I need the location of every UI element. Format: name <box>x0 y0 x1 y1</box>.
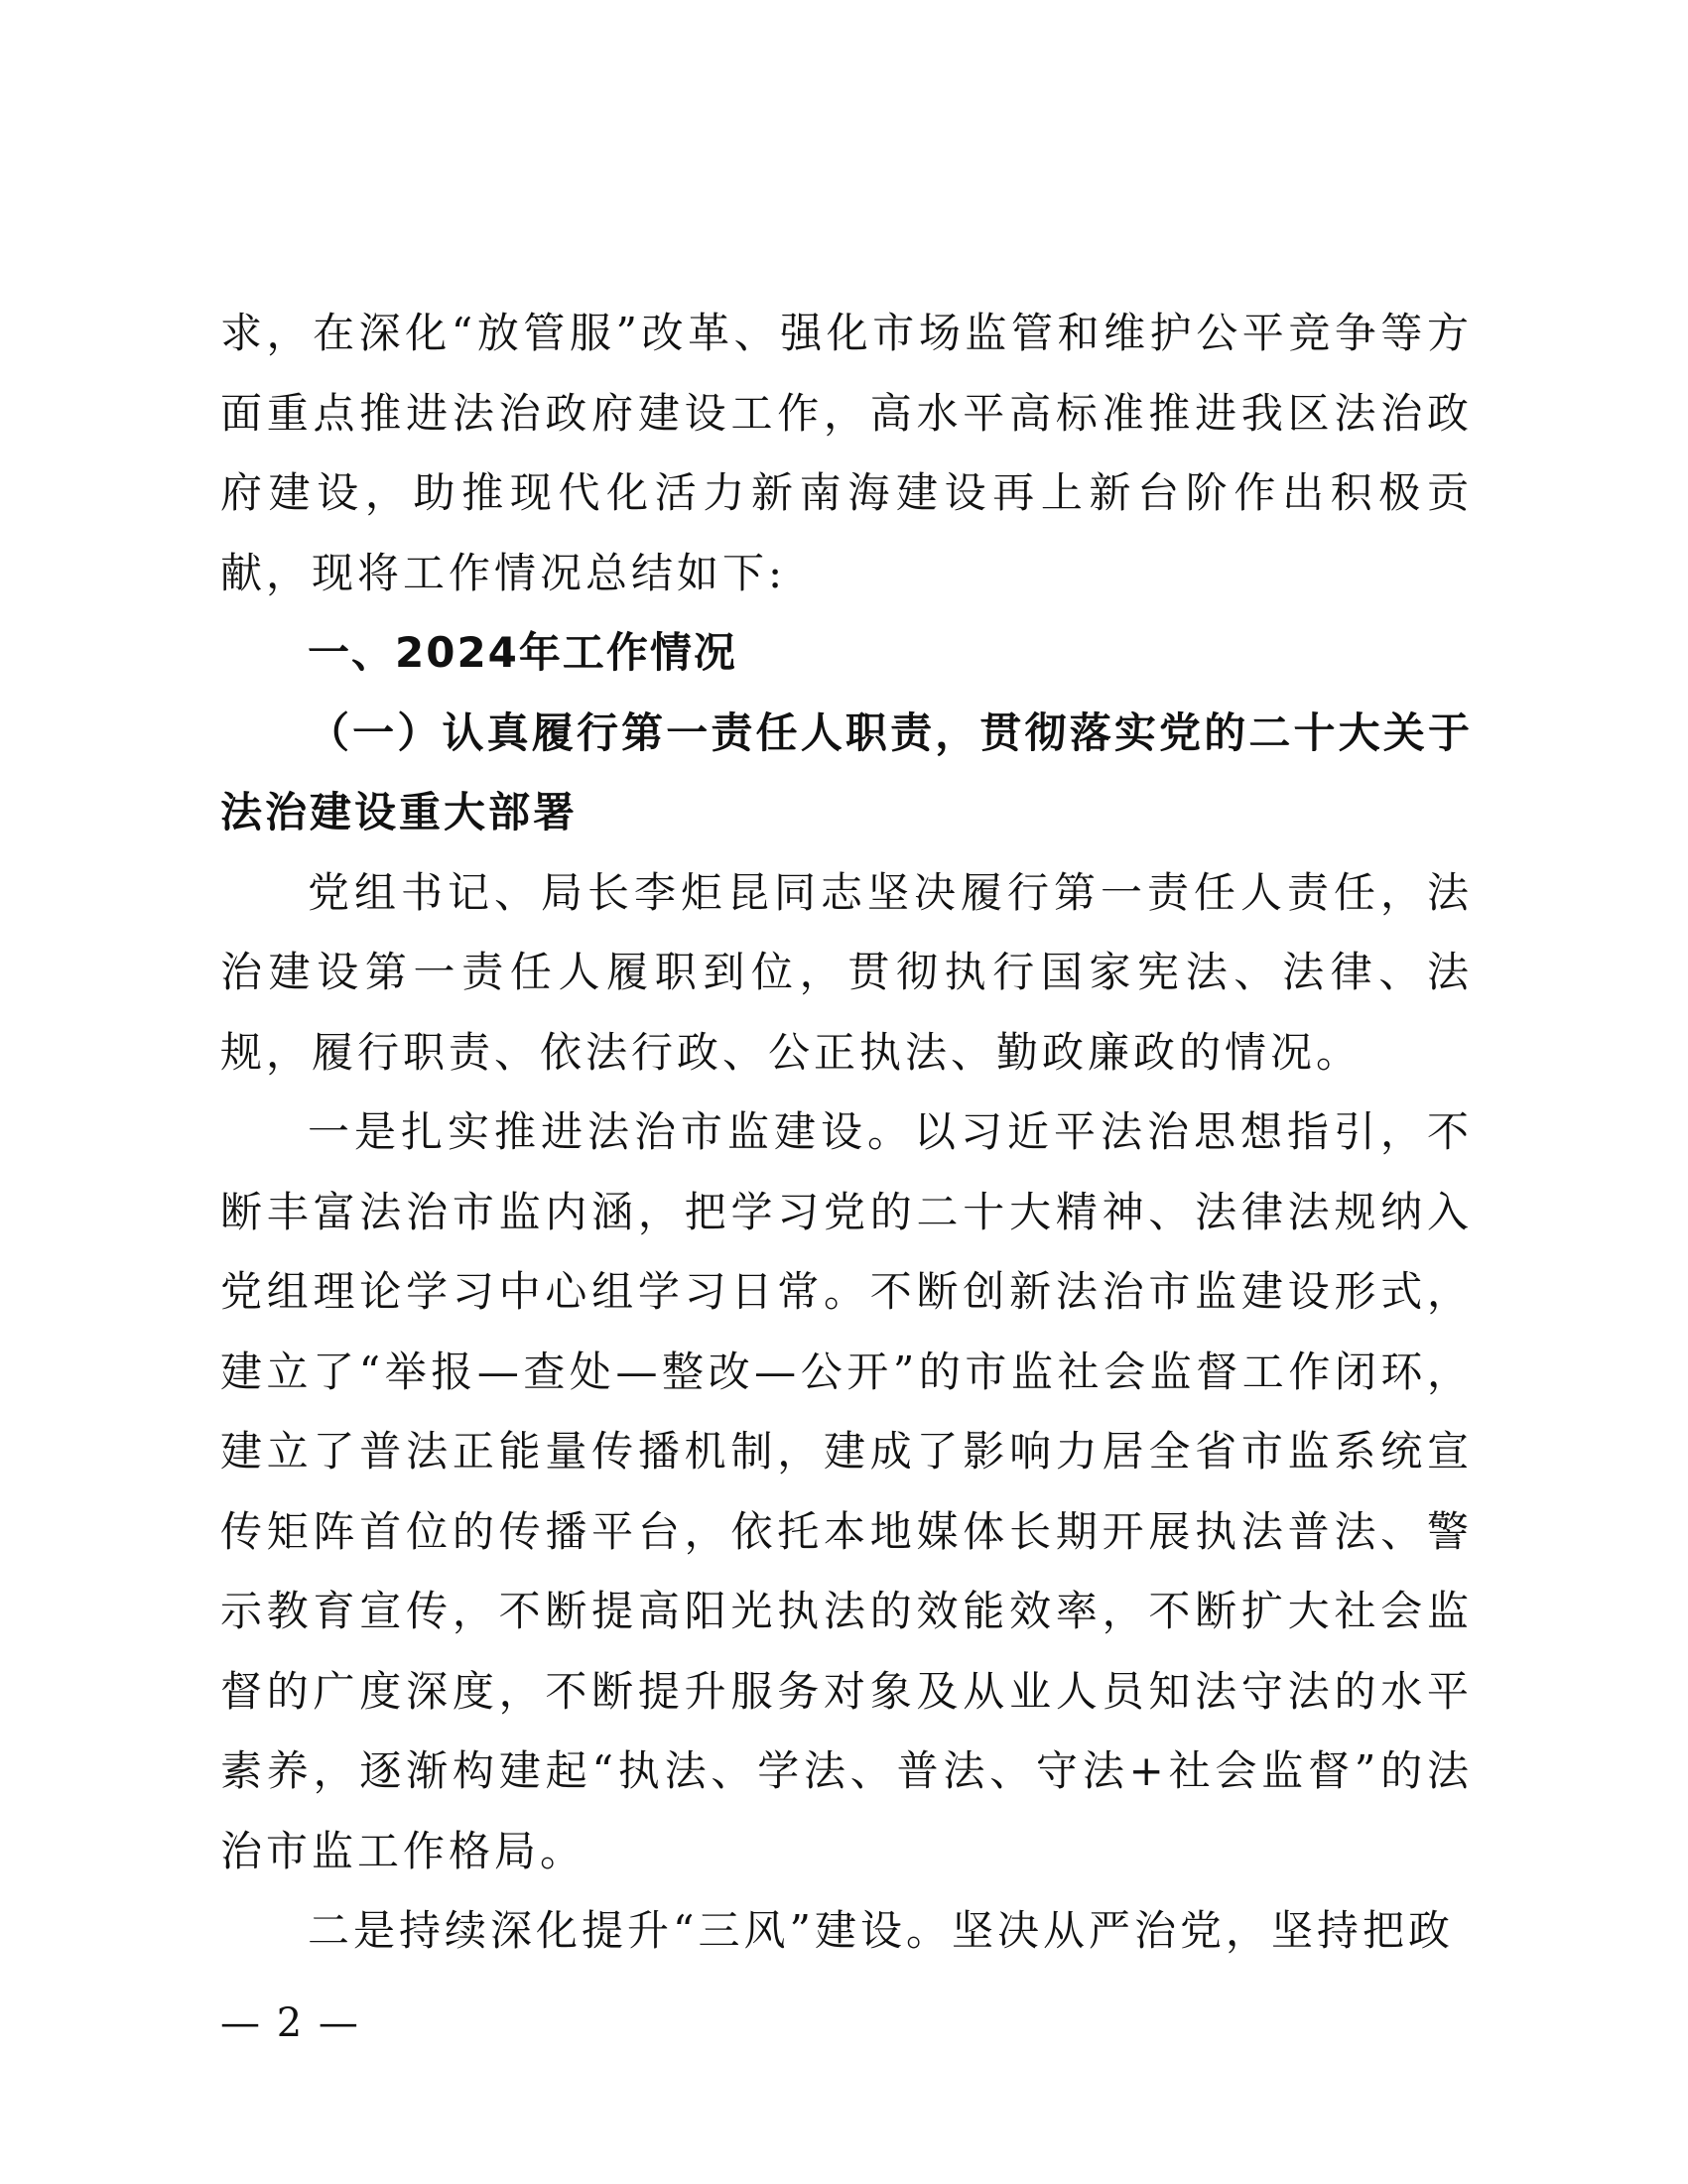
document-body <box>220 294 1473 1972</box>
paragraph-rule-of-law-construction: 一是扎实推进法治市监建设。以习近平法治思想指引，不断丰富法治市监内涵，把学习党的二十大精神、法律法规纳入党组理论学习中心组学习日常。不断创新法治市监建设形式，建立了“举报—查处—整改—公开”的市监社会监督工作闭环，建立了普法正能量传播机制，建成了影响力居全省市监系统宣传矩阵首位的传播平台，依托本地媒体长期开展执法普法、警示教育宣传，不断提高阳光执法的效能效率，不断扩大社会监督的广度深度，不断提升服务对象及从业人员知法守法的水平素养，逐渐构建起“执法、学法、普法、守法+社会监督”的法治市监工作格局。 <box>220 1107 1473 1875</box>
paragraph-continuation: 求，在深化“放管服”改革、强化市场监管和维护公平竞争等方面重点推进法治政府建设工作，高水平高标准推进我区法治政府建设，助推现代化活力新南海建设再上新台阶作出积极贡献，现将工作情况总结如下: <box>220 309 1473 597</box>
paragraph-party-secretary: 党组书记、局长李炬昆同志坚决履行第一责任人责任，法治建设第一责任人履职到位，贯彻执行国家宪法、法律、法规，履行职责、依法行政、公正执法、勤政廉政的情况。 <box>220 867 1473 1077</box>
page-number: — 2 — <box>220 2000 360 2046</box>
subsection-heading-first-responsible: （一）认真履行第一责任人职责，贯彻落实党的二十大关于法治建设重大部署 <box>220 707 1473 836</box>
paragraph-three-styles: 二是持续深化提升“三风”建设。坚决从严治党，坚持把政 <box>308 1906 1454 1955</box>
section-heading-2024-work: 一、2024年工作情况 <box>308 628 737 677</box>
